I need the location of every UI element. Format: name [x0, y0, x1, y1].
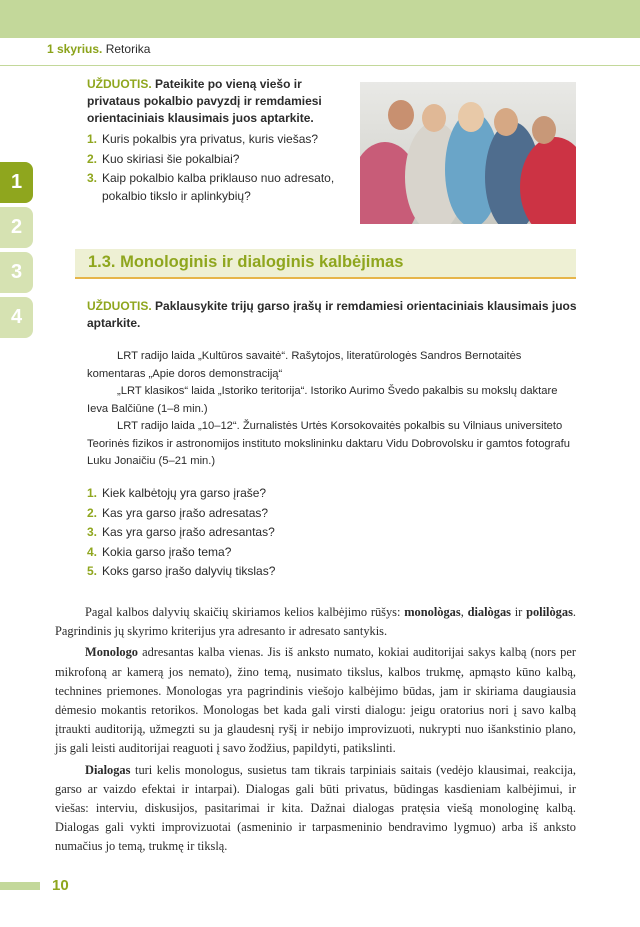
page-number: 10 — [52, 877, 69, 894]
top-color-bar — [0, 0, 640, 38]
footer-color-bar — [0, 882, 40, 890]
photo-shape — [458, 102, 484, 132]
list-item: 2. Kuo skiriasi šie pokalbiai? — [87, 151, 240, 166]
running-head — [47, 42, 150, 56]
photo-shape — [422, 104, 446, 132]
body-text — [55, 603, 576, 859]
recording-item: LRT radijo laida „10–12“. Žurnalistės Urtės Korsokovaitės pokalbis su Vilniaus universiteto Teorinės fizikos ir astronomijos instituto mokslininku daktaru Vidu Dobrovolsku ir gamtos fotografu Luku Jonaičiu (5–21 min.) — [87, 420, 570, 467]
photo-shape — [532, 116, 556, 144]
chapter-name: Retorika — [105, 42, 151, 56]
students-photo — [360, 82, 576, 224]
section-heading-bar — [75, 249, 576, 279]
recording-item: „LRT klasikos“ laida „Istoriko teritorija“. Istoriko Aurimo Švedo pakalbis su mokslų daktare Ieva Balčiūne (1–8 min.) — [87, 385, 558, 415]
chapter-tabs — [0, 162, 33, 342]
chapter-tab-1[interactable]: 1 — [0, 162, 33, 203]
task-1-label: UŽDUOTIS. — [87, 77, 152, 91]
list-item: 3. Kaip pokalbio kalba priklauso nuo adresato, pokalbio tikslo ir aplinkybių? — [87, 171, 335, 203]
task-2-label: UŽDUOTIS. — [87, 299, 152, 313]
list-item: 1. Kiek kalbėtojų yra garso įraše? — [87, 486, 267, 500]
task-1-text: Pateikite po vieną viešo ir privataus pokalbio pavyzdį ir remdamiesi orientaciniais klausimais juos aptarkite. — [87, 77, 322, 125]
paragraph-3: Dialogas turi kelis monologus, susietus tam tikrais tarpiniais saitais (vedėjo klausimai, reakcija, garso ar vaizdo efektai ir intarpai). Dialogas gali būti privatus, būdingas kasdieniam kalbėjimui, ir viešas: interviu, diskusijos, pasitarimai ir kita. Dažnai dialogas pratęsia viešą monologinę kalbą. Dialogas gali vykti improvizuotai (asmeninio ir tarpasmeninio bendravimo lygmuo) arba iš anksto numačius jo temą, trukmę ir tikslą. — [55, 762, 576, 854]
photo-shape — [494, 108, 518, 136]
task-2-questions — [87, 485, 387, 583]
task-2 — [87, 298, 577, 332]
task-1-questions — [87, 131, 349, 207]
list-item: 4. Kokia garso įrašo tema? — [87, 544, 232, 559]
recordings-list — [87, 348, 577, 471]
paragraph-2: Monologo adresantas kalba vienas. Jis iš anksto numato, kokiai auditorijai sakys kalbą (nors per mikrofoną ar kamerą jos nemato), žino temą, nusimato tikslus, kalbos trukmę, apmąsto kūno kalbą, technines priemones. Monologas yra pagrindinis viešojo kalbėjimo būdas, jam ir skiriama daugiausia dėmesio mokantis retorikos. Monologas bet kada gali virsti dialogu: jeigu oratorius nori į savo kalbą įtraukti auditoriją, užmegzti su ja glaudesnį ryšį ir nebijo improvizuoti, nukrypti nuo išankstinio plano, jis gali leisti auditorijai reaguoti į savo žodžius, papildyti, patikslinti. — [55, 645, 576, 756]
chapter-number: 1 skyrius. — [47, 42, 103, 56]
chapter-tab-3[interactable]: 3 — [0, 252, 33, 293]
recording-item: LRT radijo laida „Kultūros savaitė“. Rašytojos, literatūrologės Sandros Bernotaitės komentaras „Apie doros demonstraciją“ — [87, 350, 522, 380]
list-item: 5. Koks garso įrašo dalyvių tikslas? — [87, 564, 276, 578]
paragraph-1: Pagal kalbos dalyvių skaičių skiriamos kelios kalbėjimo rūšys: monològas, dialògas ir polilògas. Pagrindinis jų skyrimo kriterijus yra adresanto ir adresato santykis. — [55, 605, 577, 639]
chapter-tab-4[interactable]: 4 — [0, 297, 33, 338]
header-rule — [0, 65, 640, 66]
photo-shape — [388, 100, 414, 130]
list-item: 1. Kuris pokalbis yra privatus, kuris viešas? — [87, 132, 319, 146]
chapter-tab-2[interactable]: 2 — [0, 207, 33, 248]
list-item: 3. Kas yra garso įrašo adresantas? — [87, 525, 275, 539]
list-item: 2. Kas yra garso įrašo adresatas? — [87, 505, 269, 520]
task-2-text: Paklausykite trijų garso įrašų ir remdamiesi orientaciniais klausimais juos aptarkite. — [87, 299, 577, 330]
section-title: 1.3. Monologinis ir dialoginis kalbėjimas — [88, 253, 404, 271]
task-1 — [87, 76, 345, 127]
